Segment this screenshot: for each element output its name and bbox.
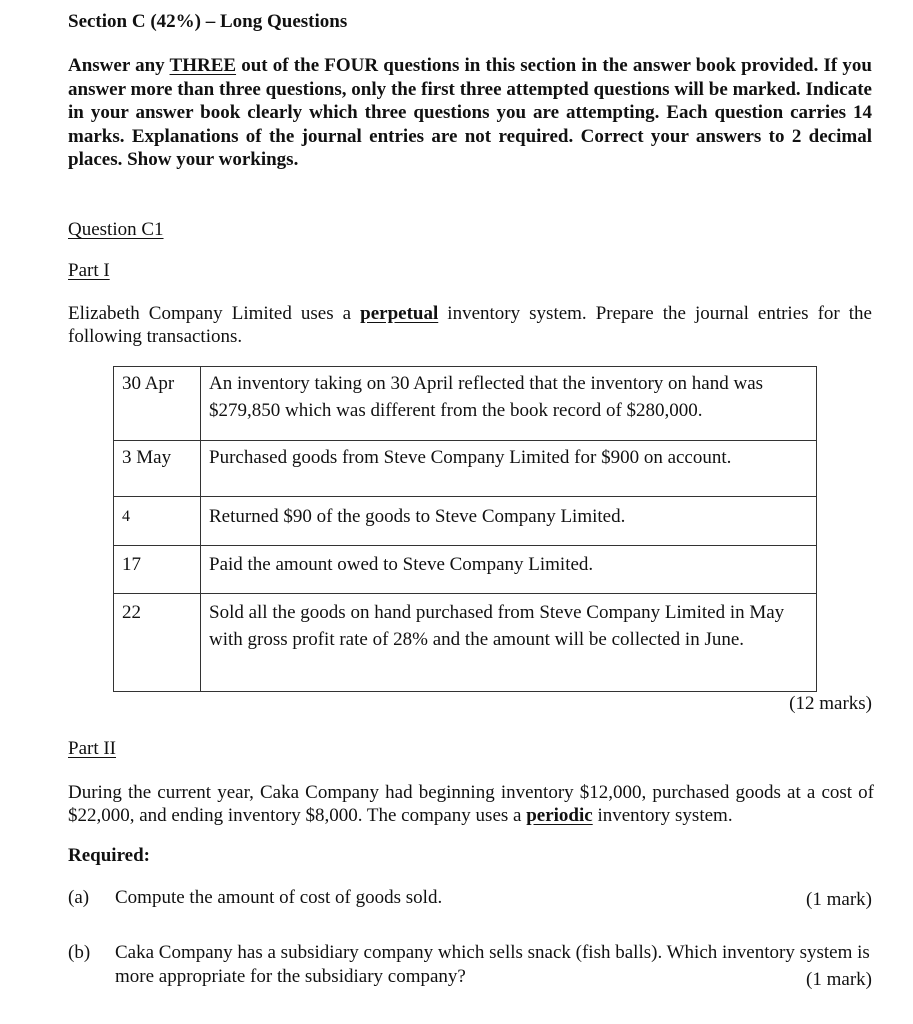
- part2-text-pre: During the current year, Caka Company had beginning inventory $12,000, purchased goods at a cost of $22,000, and ending inventory $8,000. The company uses a: [68, 782, 874, 826]
- transaction-date: 30 Apr: [114, 367, 201, 441]
- instructions-pre: Answer any: [68, 55, 170, 76]
- transaction-description: Purchased goods from Steve Company Limited for $900 on account.: [201, 441, 817, 497]
- part1-marks: (12 marks): [789, 693, 872, 714]
- transactions-table: [113, 366, 817, 692]
- question-b-marks: (1 mark): [806, 969, 872, 990]
- transaction-description: An inventory taking on 30 April reflected that the inventory on hand was $279,850 which was different from the book record of $280,000.: [201, 367, 817, 441]
- table-row: [114, 367, 817, 441]
- part1-intro-pre: Elizabeth Company Limited uses a: [68, 303, 361, 324]
- part2-title: Part II: [68, 738, 117, 759]
- question-a-label: (a): [68, 887, 90, 908]
- part2-text: [68, 781, 874, 827]
- part2-text-post: inventory system.: [592, 805, 733, 826]
- part1-title: Part I: [68, 260, 110, 281]
- transaction-description: Paid the amount owed to Steve Company Limited.: [201, 546, 817, 594]
- required-label: Required:: [68, 845, 150, 866]
- transaction-description: Returned $90 of the goods to Steve Company Limited.: [201, 497, 817, 546]
- part1-intro-post: inventory system. Prepare the journal entries for the following transactions.: [68, 303, 872, 347]
- instructions-post: out of the FOUR questions in this section in the answer book provided. If you answer more than three questions, only the first three attempted questions will be marked. Indicate in your answer book clearly which three questions you are attempting. Each question carries 14 marks. Explanations of the journal entries are not required. Correct your answers to 2 decimal places. Show your workings.: [68, 55, 872, 170]
- question-a-marks: (1 mark): [806, 889, 872, 910]
- transaction-date: 3 May: [114, 441, 201, 497]
- part2-text-emphasis: periodic: [526, 805, 593, 826]
- question-b-label: (b): [68, 942, 91, 963]
- section-instructions: [68, 54, 872, 172]
- table-row: [114, 594, 817, 692]
- question-a-text: Compute the amount of cost of goods sold.: [115, 887, 443, 908]
- transaction-description: Sold all the goods on hand purchased from Steve Company Limited in May with gross profit rate of 28% and the amount will be collected in June.: [201, 594, 817, 692]
- table-row: [114, 546, 817, 594]
- transaction-date: 4: [114, 497, 201, 546]
- section-title: Section C (42%) – Long Questions: [68, 11, 348, 32]
- table-row: [114, 441, 817, 497]
- instructions-emphasis: THREE: [169, 55, 237, 76]
- question-b-text: Caka Company has a subsidiary company which sells snack (fish balls). Which inventory system is more appropriate for the subsidiary company?: [115, 942, 870, 987]
- transaction-date: 17: [114, 546, 201, 594]
- table-row: [114, 497, 817, 546]
- part1-intro: [68, 302, 872, 348]
- question-title: Question C1: [68, 219, 164, 240]
- transaction-date: 22: [114, 594, 201, 692]
- part1-intro-emphasis: perpetual: [360, 303, 439, 324]
